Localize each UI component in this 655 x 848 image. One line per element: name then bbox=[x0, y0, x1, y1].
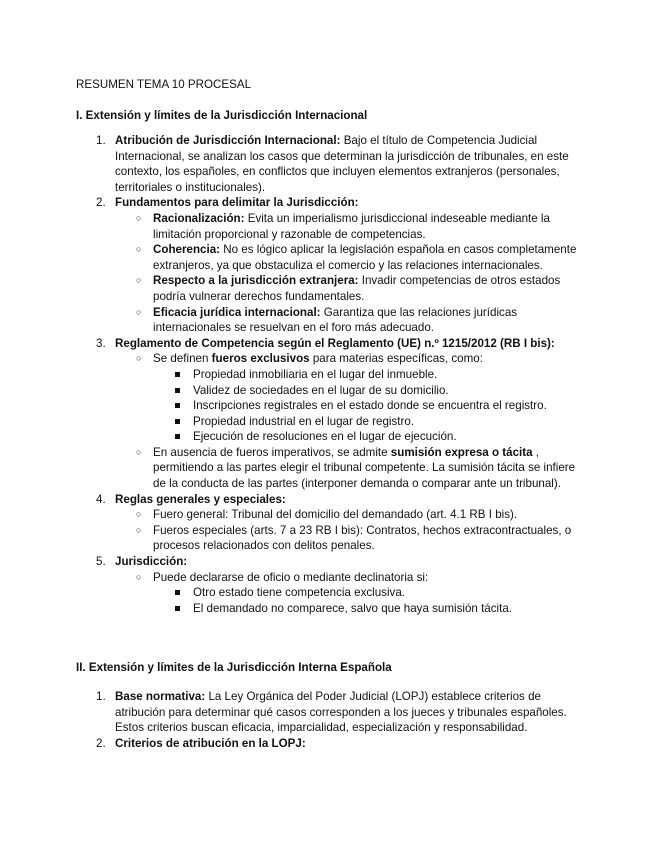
list-item bbox=[0, 554, 655, 570]
item-number: 1. bbox=[96, 134, 106, 147]
item-bold-label: Fundamentos para delimitar la Jurisdicción: bbox=[115, 196, 359, 210]
section-2-list bbox=[0, 689, 655, 751]
sub-item-text: En ausencia de fueros imperativos, se admite bbox=[153, 445, 391, 459]
circle-bullet-icon: ○ bbox=[136, 524, 142, 535]
sub-item-bold-label: Racionalización: bbox=[153, 211, 245, 225]
list-item bbox=[0, 492, 655, 508]
sub-item-text: , permitiendo a las partes elegir el tribunal competente. La sumisión tácita se infiere de la conducta de las partes (interponer demanda o comparar ante un tribunal). bbox=[153, 445, 576, 491]
document-title: RESUMEN TEMA 10 PROCESAL bbox=[76, 78, 252, 91]
section-1-list bbox=[0, 133, 655, 616]
nested-sub-item bbox=[0, 367, 655, 383]
sub-item-text: Garantiza que las relaciones jurídicas internacionales se resuelvan en el foro más adecuado. bbox=[153, 305, 518, 335]
list-item bbox=[0, 195, 655, 211]
item-text: La Ley Orgánica del Poder Judicial (LOPJ) establece criterios de atribución para determinar qué casos corresponden a los jueces y tribunales españoles. Estos criterios buscan eficacia, imparcialidad, especialización y responsabilidad. bbox=[115, 690, 567, 735]
nested-sub-item-text: Validez de sociedades en el lugar de su domicilio. bbox=[193, 383, 449, 397]
sub-item-bold-label: Eficacia jurídica internacional: bbox=[153, 305, 321, 319]
section-2-heading: II. Extensión y límites de la Jurisdicción Interna Española bbox=[76, 661, 392, 674]
sub-item bbox=[0, 523, 655, 554]
sub-item bbox=[0, 211, 655, 242]
sub-item-bold-label: Respecto a la jurisdicción extranjera: bbox=[153, 274, 359, 288]
sub-item-text: Invadir competencias de otros estados podría vulnerar derechos fundamentales. bbox=[153, 274, 561, 303]
sub-item-text: Fuero general: Tribunal del domicilio del demandado (art. 4.1 RB I bis). bbox=[153, 508, 518, 522]
item-bold-label: Reglamento de Competencia según el Reglamento (UE) n.º 1215/2012 (RB I bis): bbox=[115, 336, 555, 350]
nested-sub-item-text: Propiedad inmobiliaria en el lugar del inmueble. bbox=[193, 367, 438, 381]
sub-item bbox=[0, 305, 655, 336]
nested-sub-item bbox=[0, 429, 655, 445]
square-bullet-icon bbox=[175, 590, 180, 595]
list-item bbox=[0, 336, 655, 352]
circle-bullet-icon: ○ bbox=[136, 306, 142, 317]
nested-sub-item bbox=[0, 414, 655, 430]
square-bullet-icon bbox=[175, 372, 180, 377]
sub-item bbox=[0, 242, 655, 273]
item-number: 1. bbox=[96, 690, 106, 703]
item-number: 2. bbox=[96, 196, 106, 210]
list-item bbox=[0, 133, 655, 195]
circle-bullet-icon: ○ bbox=[136, 446, 142, 457]
sub-item-text: Fueros especiales (arts. 7 a 23 RB I bis): Contratos, hechos extracontractuales, o procesos relacionados con delitos penales. bbox=[153, 523, 572, 553]
circle-bullet-icon: ○ bbox=[136, 244, 142, 255]
sub-item-bold-label: Coherencia: bbox=[153, 243, 221, 257]
item-bold-label: Criterios de atribución en la LOPJ: bbox=[115, 736, 306, 750]
nested-sub-item-text: Otro estado tiene competencia exclusiva. bbox=[193, 586, 406, 600]
square-bullet-icon bbox=[175, 606, 180, 611]
nested-sub-item-text: Inscripciones registrales en el estado donde se encuentra el registro. bbox=[193, 399, 547, 413]
circle-bullet-icon: ○ bbox=[136, 212, 142, 223]
item-text: Bajo el título de Competencia Judicial Internacional, se analizan los casos que determinan la jurisdicción de tribunales, en este contexto, los españoles, en conflictos que incluyen elementos extranjeros (personales, territoriales o institucionales). bbox=[115, 134, 569, 194]
circle-bullet-icon: ○ bbox=[136, 353, 142, 364]
list-item bbox=[0, 689, 655, 736]
item-bold-label: Jurisdicción: bbox=[115, 555, 188, 569]
sub-item bbox=[0, 445, 655, 492]
sub-item-text: No es lógico aplicar la legislación española en casos completamente extranjeros, ya que obstaculiza el comercio y las relaciones internacionales. bbox=[153, 243, 577, 272]
circle-bullet-icon: ○ bbox=[136, 509, 142, 520]
square-bullet-icon bbox=[175, 434, 180, 439]
circle-bullet-icon: ○ bbox=[136, 275, 142, 286]
item-bold-label: Reglas generales y especiales: bbox=[115, 492, 286, 506]
sub-item-text: Se definen bbox=[153, 352, 212, 366]
sub-item-text: Puede declararse de oficio o mediante declinatoria si: bbox=[153, 570, 429, 584]
item-number: 5. bbox=[96, 555, 106, 569]
square-bullet-icon bbox=[175, 403, 180, 408]
sub-item-text: para materias específicas, como: bbox=[309, 352, 483, 366]
sub-item bbox=[0, 570, 655, 586]
sub-item-bold-label: fueros exclusivos bbox=[211, 352, 310, 366]
sub-item-text: Evita un imperialismo jurisdiccional indeseable mediante la limitación proporcional y razonable de competencias. bbox=[153, 211, 550, 241]
item-number: 4. bbox=[96, 492, 106, 506]
list-item bbox=[0, 736, 655, 752]
item-bold-label: Base normativa: bbox=[115, 690, 206, 703]
section-1-heading: I. Extensión y límites de la Jurisdicción Internacional bbox=[76, 109, 368, 122]
item-bold-label: Atribución de Jurisdicción Internacional: bbox=[115, 134, 341, 147]
circle-bullet-icon: ○ bbox=[136, 571, 142, 582]
sub-item bbox=[0, 351, 655, 367]
item-number: 2. bbox=[96, 736, 106, 750]
nested-sub-item-text: Ejecución de resoluciones en el lugar de ejecución. bbox=[193, 430, 457, 444]
nested-sub-item bbox=[0, 383, 655, 399]
nested-sub-item-text: El demandado no comparece, salvo que haya sumisión tácita. bbox=[193, 601, 513, 615]
nested-sub-item bbox=[0, 398, 655, 414]
nested-sub-item bbox=[0, 601, 655, 617]
square-bullet-icon bbox=[175, 419, 180, 424]
item-number: 3. bbox=[96, 336, 106, 350]
nested-sub-item-text: Propiedad industrial en el lugar de registro. bbox=[193, 414, 415, 428]
sub-item bbox=[0, 507, 655, 523]
sub-item bbox=[0, 273, 655, 304]
nested-sub-item bbox=[0, 585, 655, 601]
sub-item-bold-label: sumisión expresa o tácita bbox=[390, 445, 533, 459]
square-bullet-icon bbox=[175, 388, 180, 393]
